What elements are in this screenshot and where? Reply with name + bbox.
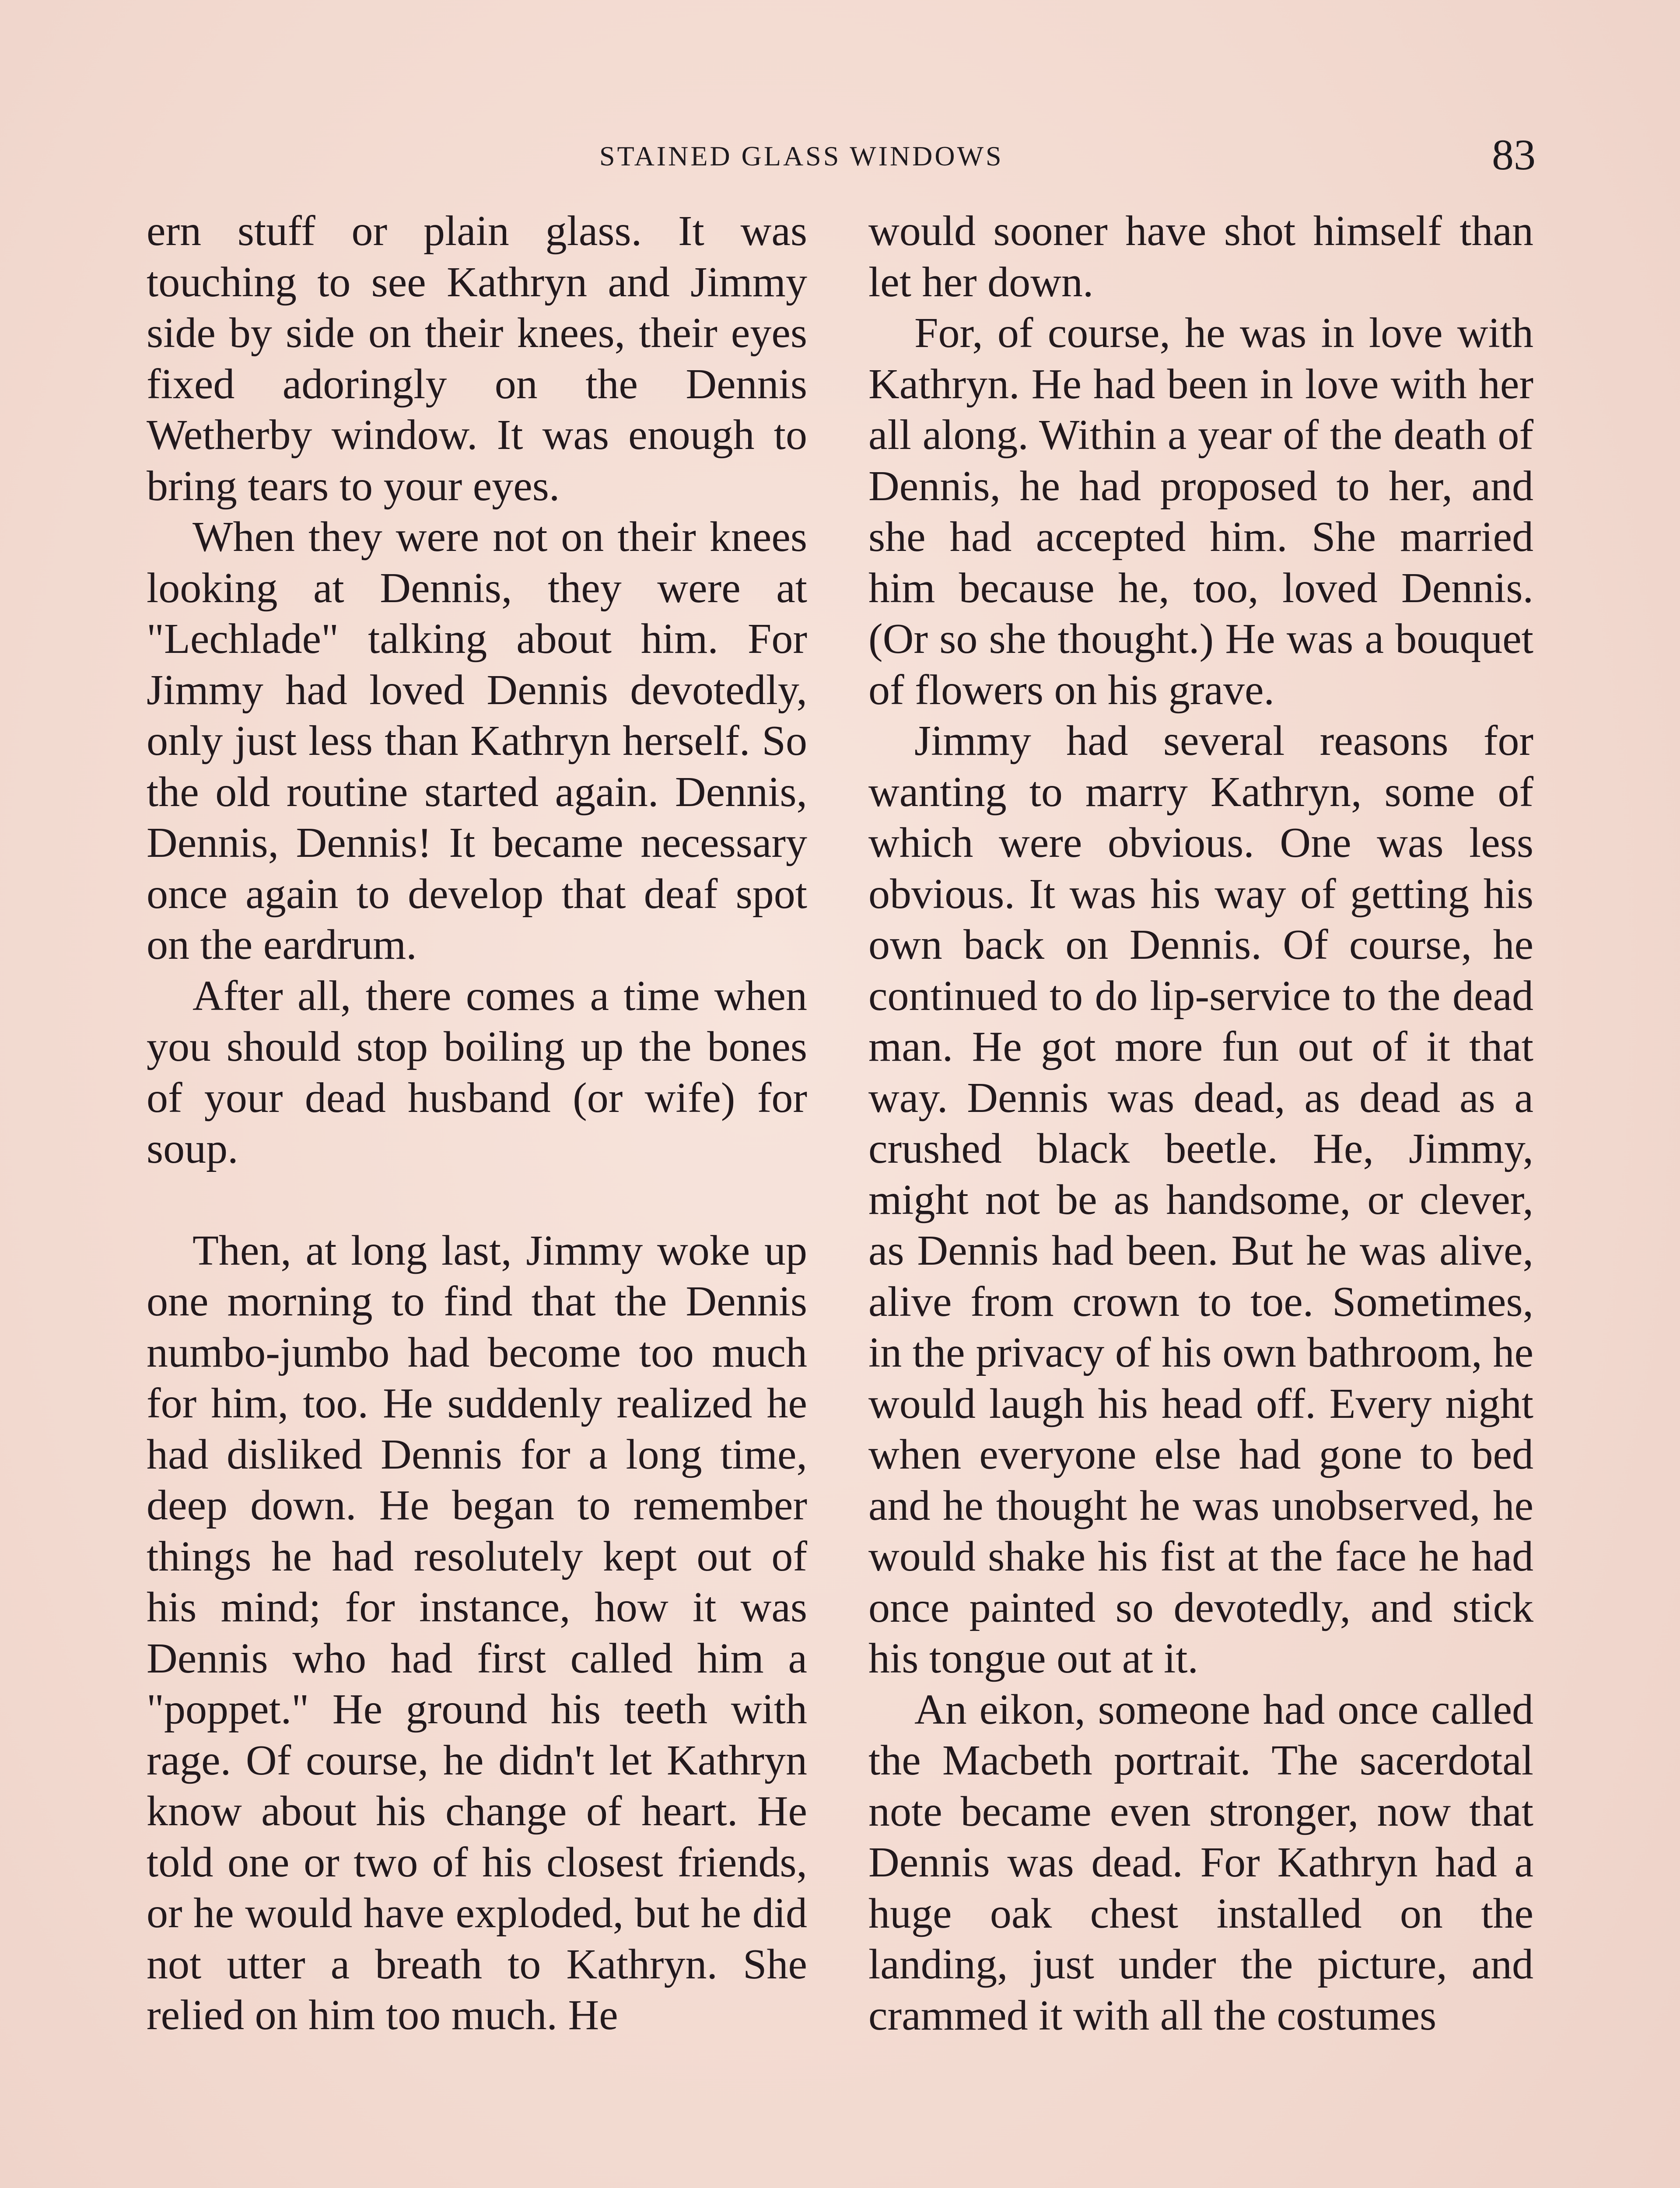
left-text-column [147,206,807,2041]
paragraph: would sooner have shot himself than let her down. [868,207,1533,306]
paragraph: An eikon, someone had once called the Macbeth portrait. The sacerdotal note became even stronger, now that Dennis was dead. For Kathryn had a huge oak chest installed on the landing, just under the picture, and crammed it with all the costumes [868,1686,1533,2039]
paragraph: Then, at long last, Jimmy woke up one morning to find that the Dennis numbo-jumbo had become too much for him, too. He suddenly realized he had disliked Dennis for a long time, deep down. He began to remember things he had resolutely kept out of his mind; for instance, how it was Dennis who had first called him a "poppet." He ground his teeth with rage. Of course, he didn't let Kathryn know about his change of heart. He told one or two of his closest friends, or he would have exploded, but he did not utter a breath to Kathryn. She relied on him too much. He [147,1227,807,2039]
paragraph: After all, there comes a time when you should stop boiling up the bones of your dead husband (or wife) for soup. [147,972,807,1172]
paragraph: For, of course, he was in love with Kathryn. He had been in love with her all along. Within a year of the death of Dennis, he had proposed to her, and she had accepted him. She married him because he, too, loved Dennis. (Or so she thought.) He was a bouquet of flowers on his grave. [868,309,1533,714]
right-text-column [868,206,1533,2041]
paragraph: When they were not on their knees looking at Dennis, they were at "Lechlade" talking about him. For Jimmy had loved Dennis devotedly, only just less than Kathryn herself. So the old routine started again. Dennis, Dennis, Dennis! It became necessary once again to develop that deaf spot on the eardrum. [147,513,807,968]
section-break [147,1175,807,1225]
paragraph: ern stuff or plain glass. It was touching to see Kathryn and Jimmy side by side on their knees, their eyes fixed adoringly on the Dennis Wetherby window. It was enough to bring tears to your eyes. [147,207,807,510]
page-number: 83 [1492,130,1536,179]
running-title: STAINED GLASS WINDOWS [599,140,1004,172]
paragraph: Jimmy had several reasons for wanting to marry Kathryn, some of which were obvious. One was less obvious. It was his way of getting his own back on Dennis. Of course, he continued to do lip-service to the dead man. He got more fun out of it that way. Dennis was dead, as dead as a crushed black beetle. He, Jimmy, might not be as handsome, or clever, as Dennis had been. But he was alive, alive from crown to toe. Sometimes, in the privacy of his own bathroom, he would laugh his head off. Every night when everyone else had gone to bed and he thought he was unobserved, he would shake his fist at the face he had once painted so devotedly, and stick his tongue out at it. [868,717,1533,1682]
